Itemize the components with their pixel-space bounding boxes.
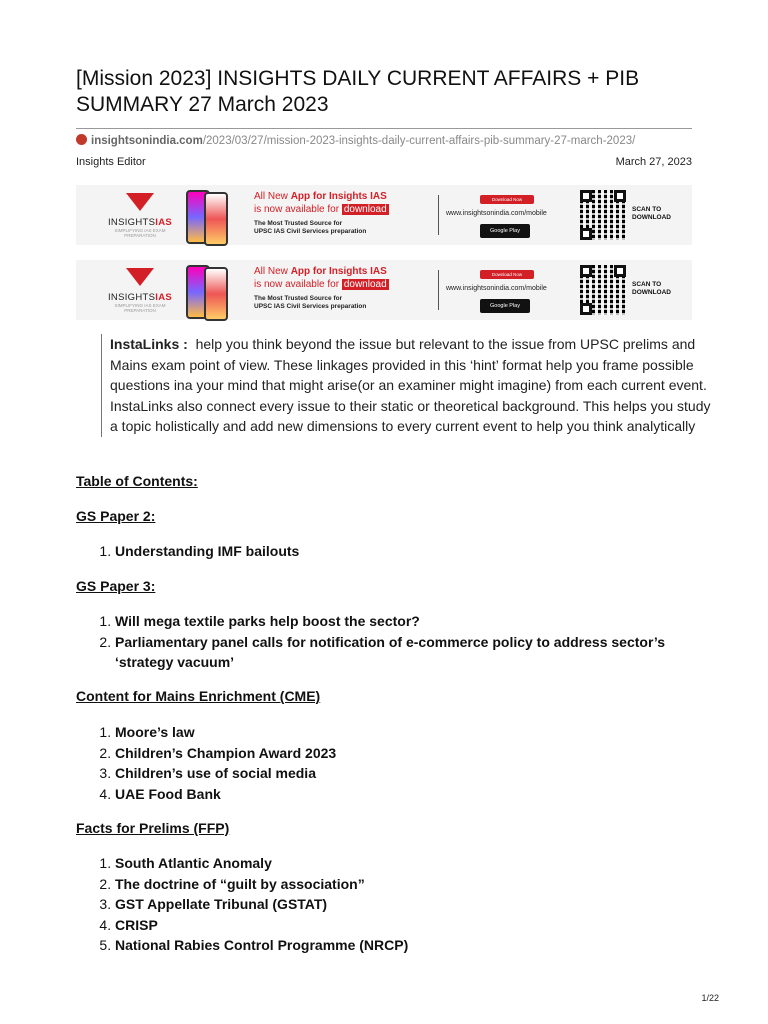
list-item[interactable]: 5. National Rabies Control Programme (NRCP) bbox=[115, 935, 715, 956]
list-item[interactable]: 1. South Atlantic Anomaly bbox=[115, 853, 715, 874]
logo-mark-icon bbox=[126, 193, 154, 211]
page-title: [Mission 2023] INSIGHTS DAILY CURRENT AFFAIRS + PIB SUMMARY 27 March 2023 bbox=[76, 67, 640, 116]
logo-mark-icon bbox=[126, 268, 154, 286]
list-item[interactable]: 4. CRISP bbox=[115, 915, 715, 936]
site-favicon-icon bbox=[76, 134, 87, 145]
download-now-button[interactable]: Download Now bbox=[480, 195, 534, 204]
list-item[interactable]: 1. Understanding IMF bailouts bbox=[115, 541, 715, 562]
toc-list bbox=[76, 611, 715, 673]
page-number: 1/22 bbox=[701, 993, 719, 1003]
phone-mockup-icon bbox=[184, 188, 228, 242]
promo-text: All New App for Insights IAS is now available for download The Most Trusted Source for UPSC IAS Civil Services preparation bbox=[254, 266, 387, 310]
brand-suffix: IAS bbox=[155, 217, 172, 228]
qr-code-icon bbox=[580, 190, 626, 240]
toc-heading[interactable]: Table of Contents: bbox=[76, 473, 198, 489]
google-play-button[interactable]: Google Play bbox=[480, 299, 530, 313]
section-heading[interactable]: GS Paper 2: bbox=[76, 508, 156, 524]
google-play-button[interactable]: Google Play bbox=[480, 224, 530, 238]
section-heading[interactable]: Facts for Prelims (FFP) bbox=[76, 820, 230, 836]
brand-tagline: SIMPLIFYING IAS EXAM PREPARATION bbox=[114, 228, 166, 238]
list-item[interactable]: 2. Parliamentary panel calls for notification of e-commerce policy to address sector’s ‘strategy vacuum’ bbox=[115, 632, 715, 673]
mobile-site-link[interactable]: www.insightsonindia.com/mobile bbox=[446, 210, 547, 217]
qr-code-icon bbox=[580, 265, 626, 315]
publish-date: March 27, 2023 bbox=[615, 156, 692, 168]
section-heading[interactable]: GS Paper 3: bbox=[76, 578, 156, 594]
url-path[interactable]: /2023/03/27/mission-2023-insights-daily-current-affairs-pib-summary-27-march-2023/ bbox=[202, 135, 636, 147]
toc-list bbox=[76, 853, 715, 956]
insights-logo bbox=[106, 193, 174, 237]
insights-logo bbox=[106, 268, 174, 312]
instalinks-text: help you think beyond the issue but relevant to the issue from UPSC prelims and Mains exam point of view. These linkages provided in this ‘hint’ format help you frame possible questions ina your mind that might arise(or an examiner might imagine) from each current event. InstaLinks also connect every issue to their static or theoretical background. This helps you study a topic holistically and add new dimensions to every current event to help you think analytically bbox=[110, 336, 711, 434]
list-item[interactable]: 1. Will mega textile parks help boost the sector? bbox=[115, 611, 715, 632]
instalinks-quote bbox=[101, 334, 714, 437]
list-item[interactable]: 4. UAE Food Bank bbox=[115, 784, 715, 805]
toc-list bbox=[76, 541, 715, 562]
app-promo-banner[interactable] bbox=[76, 185, 692, 245]
download-now-button[interactable]: Download Now bbox=[480, 270, 534, 279]
list-item[interactable]: 2. Children’s Champion Award 2023 bbox=[115, 743, 715, 764]
toc-list bbox=[76, 722, 715, 804]
app-promo-banner[interactable] bbox=[76, 260, 692, 320]
url-domain[interactable]: insightsonindia.com bbox=[91, 135, 203, 147]
list-item[interactable]: 3. Children’s use of social media bbox=[115, 763, 715, 784]
instalinks-label: InstaLinks : bbox=[110, 336, 188, 352]
brand-tagline: SIMPLIFYING IAS EXAM PREPARATION bbox=[114, 303, 166, 313]
phone-mockup-icon bbox=[184, 263, 228, 317]
divider bbox=[438, 195, 439, 235]
section-heading[interactable]: Content for Mains Enrichment (CME) bbox=[76, 688, 321, 704]
promo-text: All New App for Insights IAS is now available for download The Most Trusted Source for UPSC IAS Civil Services preparation bbox=[254, 191, 387, 235]
divider bbox=[438, 270, 439, 310]
source-url[interactable] bbox=[76, 134, 635, 147]
brand-prefix: INSIGHTS bbox=[107, 217, 156, 228]
brand-prefix: INSIGHTS bbox=[107, 292, 156, 303]
url-bar bbox=[76, 128, 692, 151]
author: Insights Editor bbox=[76, 156, 146, 168]
scan-label: SCAN TO DOWNLOAD bbox=[632, 206, 671, 221]
list-item[interactable]: 3. GST Appellate Tribunal (GSTAT) bbox=[115, 894, 715, 915]
mobile-site-link[interactable]: www.insightsonindia.com/mobile bbox=[446, 285, 547, 292]
list-item[interactable]: 1. Moore’s law bbox=[115, 722, 715, 743]
list-item[interactable]: 2. The doctrine of “guilt by association” bbox=[115, 874, 715, 895]
scan-label: SCAN TO DOWNLOAD bbox=[632, 281, 671, 296]
brand-suffix: IAS bbox=[155, 292, 172, 303]
